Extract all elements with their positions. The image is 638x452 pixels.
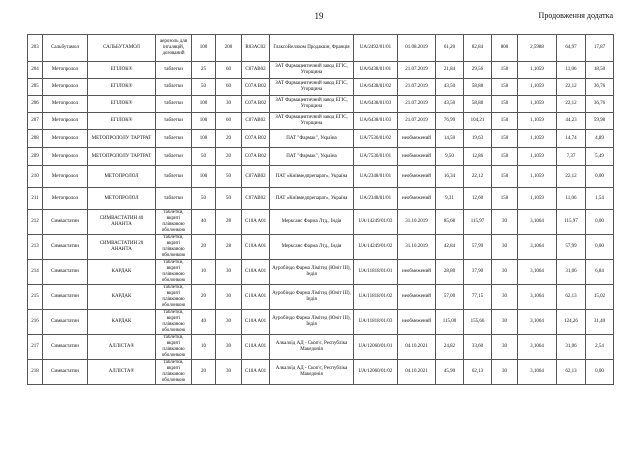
retail-price-cell: 57,99 (464, 235, 492, 260)
generic-name-cell: Метопролол (43, 148, 88, 166)
retail-price-cell: 115,97 (464, 210, 492, 235)
pack-quantity-cell: 50 (192, 148, 216, 166)
retail-price-cell: 37,90 (464, 260, 492, 285)
registration-number-cell: UA/11818/01/01 (354, 260, 398, 285)
generic-name-cell: Симвастатин (43, 360, 88, 385)
trade-name-cell: КАРДАК (88, 260, 156, 285)
registration-number-cell: UA/2348/01/01 (354, 166, 398, 188)
table-row (28, 148, 614, 166)
daily-dose-cell: 150 (492, 148, 518, 166)
table-row (28, 35, 614, 62)
dosage-cell: 30 (216, 310, 242, 335)
copayment-amount-cell: 1,54 (586, 188, 614, 210)
wholesale-price-cell: 24,82 (436, 335, 464, 360)
reimbursement-rate-cell: 1,1059 (518, 166, 557, 188)
generic-name-cell: Симвастатин (43, 310, 88, 335)
reimbursement-amount-cell: 64,97 (557, 35, 586, 62)
registration-expiry-cell: 01.08.2019 (398, 35, 436, 62)
reimbursement-rate-cell: 3,1064 (518, 260, 557, 285)
daily-dose-cell: 150 (492, 188, 518, 210)
reimbursement-rate-cell: 3,1064 (518, 335, 557, 360)
registration-expiry-cell: необмежений (398, 130, 436, 148)
atc-code-cell: C07A B02 (242, 130, 270, 148)
dosage-form-cell: таблетки, вкриті плівковою оболонкою (156, 310, 192, 335)
dosage-form-cell: таблетки, вкриті плівковою оболонкою (156, 360, 192, 385)
dosage-cell: 30 (216, 96, 242, 113)
dosage-form-cell: таблетки, вкриті плівковою оболонкою (156, 210, 192, 235)
page-number: 19 (314, 11, 324, 21)
trade-name-cell: СИМВАСТАТИН 40 АНАНТА (88, 210, 156, 235)
dosage-form-cell: таблетки, вкриті плівковою оболонкою (156, 285, 192, 310)
retail-price-cell: 12,86 (464, 148, 492, 166)
dosage-form-cell: таблетки, вкриті плівковою оболонкою (156, 235, 192, 260)
registration-number-cell: UA/6438/01/01 (354, 62, 398, 79)
atc-code-cell: C10A A01 (242, 235, 270, 260)
pack-quantity-cell: 100 (192, 166, 216, 188)
pack-quantity-cell: 20 (192, 360, 216, 385)
dosage-cell: 30 (216, 260, 242, 285)
dosage-cell: 30 (216, 360, 242, 385)
reimbursement-amount-cell: 31,06 (557, 260, 586, 285)
row-number-cell: 204 (28, 62, 43, 79)
manufacturer-cell: Алкалоїд АД - Скоп'є, Республіка Македонія (270, 360, 354, 385)
registration-expiry-cell: 04.10.2021 (398, 335, 436, 360)
pack-quantity-cell: 100 (192, 130, 216, 148)
table-row (28, 130, 614, 148)
wholesale-price-cell: 43,50 (436, 79, 464, 96)
wholesale-price-cell: 45,90 (436, 360, 464, 385)
generic-name-cell: Симвастатин (43, 285, 88, 310)
registration-expiry-cell: 31.10.2019 (398, 235, 436, 260)
dosage-cell: 50 (216, 188, 242, 210)
trade-name-cell: ЕГІЛОК® (88, 79, 156, 96)
manufacturer-cell: ПАТ "Фармак", Україна (270, 130, 354, 148)
pack-quantity-cell: 40 (192, 210, 216, 235)
reimbursement-rate-cell: 3,1064 (518, 210, 557, 235)
trade-name-cell: МЕТОПРОЛОЛУ ТАРТРАТ (88, 130, 156, 148)
dosage-cell: 60 (216, 79, 242, 96)
row-number-cell: 218 (28, 360, 43, 385)
reimbursement-rate-cell: 1,1059 (518, 113, 557, 130)
atc-code-cell: C07AB02 (242, 113, 270, 130)
atc-code-cell: C10A A01 (242, 310, 270, 335)
reimbursement-amount-cell: 14,74 (557, 130, 586, 148)
dosage-form-cell: таблетки (156, 96, 192, 113)
copayment-amount-cell: 59,98 (586, 113, 614, 130)
manufacturer-cell: ПАТ «Київмедпрепарат», Україна (270, 188, 354, 210)
pack-quantity-cell: 20 (192, 235, 216, 260)
atc-code-cell: C07A B02 (242, 148, 270, 166)
manufacturer-cell: ЗАТ Фармацевтичний завод ЕГІС, Угорщина (270, 113, 354, 130)
row-number-cell: 216 (28, 310, 43, 335)
trade-name-cell: АЛЛІСТА® (88, 360, 156, 385)
registration-expiry-cell: 21.07.2019 (398, 79, 436, 96)
copayment-amount-cell: 0,00 (586, 166, 614, 188)
table-row (28, 285, 614, 310)
registration-number-cell: UA/11818/01/02 (354, 285, 398, 310)
generic-name-cell: Симвастатин (43, 335, 88, 360)
row-number-cell: 217 (28, 335, 43, 360)
pack-quantity-cell: 10 (192, 335, 216, 360)
trade-name-cell: КАРДАК (88, 285, 156, 310)
retail-price-cell: 19,63 (464, 130, 492, 148)
registration-expiry-cell: 04.10.2021 (398, 360, 436, 385)
dosage-cell: 60 (216, 62, 242, 79)
registration-expiry-cell: необмежений (398, 188, 436, 210)
copayment-amount-cell: 4,89 (586, 130, 614, 148)
daily-dose-cell: 800 (492, 35, 518, 62)
wholesale-price-cell: 85,68 (436, 210, 464, 235)
daily-dose-cell: 150 (492, 130, 518, 148)
atc-code-cell: C07AB02 (242, 62, 270, 79)
wholesale-price-cell: 57,00 (436, 285, 464, 310)
table-row (28, 210, 614, 235)
row-number-cell: 206 (28, 96, 43, 113)
manufacturer-cell: ЗАТ Фармацевтичний завод ЕГІС, Угорщина (270, 96, 354, 113)
daily-dose-cell: 30 (492, 210, 518, 235)
copayment-amount-cell: 0,00 (586, 360, 614, 385)
pack-quantity-cell: 50 (192, 79, 216, 96)
registration-number-cell: UA/6438/01/02 (354, 79, 398, 96)
retail-price-cell: 33,60 (464, 335, 492, 360)
atc-code-cell: C07A B02 (242, 79, 270, 96)
reimbursement-rate-cell: 3,1064 (518, 360, 557, 385)
retail-price-cell: 29,56 (464, 62, 492, 79)
wholesale-price-cell: 61,20 (436, 35, 464, 62)
wholesale-price-cell: 43,50 (436, 96, 464, 113)
daily-dose-cell: 150 (492, 62, 518, 79)
manufacturer-cell: ЗАТ Фармацевтичний завод ЕГІС, Угорщина (270, 62, 354, 79)
wholesale-price-cell: 9,31 (436, 188, 464, 210)
trade-name-cell: КАРДАК (88, 310, 156, 335)
table-body (28, 35, 614, 385)
trade-name-cell: МЕТОПРОЛОЛУ ТАРТРАТ (88, 148, 156, 166)
retail-price-cell: 155,66 (464, 310, 492, 335)
pack-quantity-cell: 100 (192, 113, 216, 130)
daily-dose-cell: 150 (492, 166, 518, 188)
dosage-form-cell: таблетки (156, 148, 192, 166)
wholesale-price-cell: 76,99 (436, 113, 464, 130)
wholesale-price-cell: 28,80 (436, 260, 464, 285)
reimbursement-amount-cell: 22,12 (557, 96, 586, 113)
trade-name-cell: ЕГІЛОК® (88, 96, 156, 113)
dosage-cell: 200 (216, 35, 242, 62)
medicines-table (27, 34, 614, 385)
daily-dose-cell: 30 (492, 335, 518, 360)
daily-dose-cell: 30 (492, 235, 518, 260)
registration-expiry-cell: необмежений (398, 148, 436, 166)
continuation-label: Продовження додатка (538, 11, 613, 20)
table-row (28, 62, 614, 79)
copayment-amount-cell: 18,50 (586, 62, 614, 79)
generic-name-cell: Метопролол (43, 130, 88, 148)
row-number-cell: 210 (28, 166, 43, 188)
dosage-form-cell: аерозоль для інгаляцій, дозований (156, 35, 192, 62)
reimbursement-amount-cell: 124,26 (557, 310, 586, 335)
table-row (28, 113, 614, 130)
copayment-amount-cell: 6,84 (586, 260, 614, 285)
registration-expiry-cell: 21.07.2019 (398, 113, 436, 130)
row-number-cell: 205 (28, 79, 43, 96)
dosage-form-cell: таблетки (156, 79, 192, 96)
dosage-cell: 28 (216, 235, 242, 260)
registration-number-cell: UA/6438/01/03 (354, 96, 398, 113)
pack-quantity-cell: 25 (192, 62, 216, 79)
generic-name-cell: Симвастатин (43, 260, 88, 285)
reimbursement-rate-cell: 1,1059 (518, 130, 557, 148)
copayment-amount-cell: 15,02 (586, 285, 614, 310)
generic-name-cell: Метопролол (43, 188, 88, 210)
dosage-cell: 50 (216, 166, 242, 188)
registration-number-cell: UA/6438/01/03 (354, 113, 398, 130)
generic-name-cell: Метопролол (43, 166, 88, 188)
dosage-form-cell: таблетки (156, 166, 192, 188)
atc-code-cell: C10A A01 (242, 260, 270, 285)
row-number-cell: 208 (28, 130, 43, 148)
copayment-amount-cell: 31,40 (586, 310, 614, 335)
retail-price-cell: 22,12 (464, 166, 492, 188)
reimbursement-amount-cell: 22,12 (557, 79, 586, 96)
registration-number-cell: UA/12060/01/02 (354, 360, 398, 385)
pack-quantity-cell: 50 (192, 188, 216, 210)
daily-dose-cell: 30 (492, 260, 518, 285)
registration-expiry-cell: 21.07.2019 (398, 62, 436, 79)
dosage-cell: 30 (216, 335, 242, 360)
reimbursement-rate-cell: 3,1064 (518, 285, 557, 310)
generic-name-cell: Симвастатин (43, 210, 88, 235)
reimbursement-amount-cell: 115,97 (557, 210, 586, 235)
atc-code-cell: C10A A01 (242, 210, 270, 235)
manufacturer-cell: Мерксанс Фарма Лтд., Індія (270, 210, 354, 235)
pack-quantity-cell: 20 (192, 285, 216, 310)
retail-price-cell: 58,88 (464, 96, 492, 113)
reimbursement-amount-cell: 11,06 (557, 188, 586, 210)
atc-code-cell: C07AB02 (242, 166, 270, 188)
registration-number-cell: UA/2492/01/01 (354, 35, 398, 62)
row-number-cell: 207 (28, 113, 43, 130)
table-row (28, 166, 614, 188)
table-row (28, 310, 614, 335)
trade-name-cell: МЕТОПРОЛОЛ (88, 188, 156, 210)
atc-code-cell: C10A A01 (242, 335, 270, 360)
wholesale-price-cell: 14,50 (436, 130, 464, 148)
wholesale-price-cell: 115,00 (436, 310, 464, 335)
trade-name-cell: АЛЛІСТА® (88, 335, 156, 360)
daily-dose-cell: 30 (492, 310, 518, 335)
wholesale-price-cell: 16,34 (436, 166, 464, 188)
table-row (28, 360, 614, 385)
trade-name-cell: ЕГІЛОК® (88, 62, 156, 79)
table-row (28, 96, 614, 113)
pack-quantity-cell: 100 (192, 96, 216, 113)
registration-number-cell: UA/14249/01/03 (354, 210, 398, 235)
dosage-form-cell: таблетки (156, 62, 192, 79)
trade-name-cell: ЕГІЛОК® (88, 113, 156, 130)
reimbursement-rate-cell: 1,1059 (518, 62, 557, 79)
registration-number-cell: UA/14249/01/02 (354, 235, 398, 260)
manufacturer-cell: ПАТ «Київмедпрепарат», Україна (270, 166, 354, 188)
reimbursement-amount-cell: 44,23 (557, 113, 586, 130)
registration-expiry-cell: необмежений (398, 310, 436, 335)
dosage-cell: 30 (216, 285, 242, 310)
reimbursement-amount-cell: 31,06 (557, 335, 586, 360)
daily-dose-cell: 150 (492, 96, 518, 113)
registration-number-cell: UA/7536/01/01 (354, 148, 398, 166)
table-row (28, 335, 614, 360)
trade-name-cell: САЛЬБУТАМОЛ (88, 35, 156, 62)
dosage-cell: 60 (216, 113, 242, 130)
reimbursement-rate-cell: 1,1059 (518, 148, 557, 166)
registration-number-cell: UA/11818/01/03 (354, 310, 398, 335)
registration-number-cell: UA/2348/01/01 (354, 188, 398, 210)
reimbursement-amount-cell: 57,99 (557, 235, 586, 260)
daily-dose-cell: 150 (492, 113, 518, 130)
dosage-form-cell: таблетки (156, 113, 192, 130)
trade-name-cell: МЕТОПРОЛОЛ (88, 166, 156, 188)
generic-name-cell: Метопролол (43, 62, 88, 79)
dosage-cell: 20 (216, 130, 242, 148)
retail-price-cell: 77,15 (464, 285, 492, 310)
daily-dose-cell: 30 (492, 360, 518, 385)
generic-name-cell: Метопролол (43, 79, 88, 96)
copayment-amount-cell: 5,49 (586, 148, 614, 166)
row-number-cell: 209 (28, 148, 43, 166)
dosage-form-cell: таблетки, вкриті плівковою оболонкою (156, 260, 192, 285)
atc-code-cell: C10A A01 (242, 360, 270, 385)
retail-price-cell: 58,88 (464, 79, 492, 96)
row-number-cell: 211 (28, 188, 43, 210)
generic-name-cell: Сальбутамол (43, 35, 88, 62)
daily-dose-cell: 30 (492, 285, 518, 310)
pack-quantity-cell: 10 (192, 260, 216, 285)
registration-expiry-cell: необмежений (398, 166, 436, 188)
dosage-cell: 28 (216, 210, 242, 235)
manufacturer-cell: ПАТ "Фармак", Україна (270, 148, 354, 166)
row-number-cell: 212 (28, 210, 43, 235)
registration-expiry-cell: необмежений (398, 285, 436, 310)
reimbursement-amount-cell: 62,13 (557, 360, 586, 385)
copayment-amount-cell: 0,00 (586, 210, 614, 235)
manufacturer-cell: ГлаксоВеллком Продакшн, Франція (270, 35, 354, 62)
dosage-form-cell: таблетки (156, 188, 192, 210)
reimbursement-rate-cell: 1,1059 (518, 79, 557, 96)
table-row (28, 79, 614, 96)
registration-number-cell: UA/12060/01/01 (354, 335, 398, 360)
row-number-cell: 214 (28, 260, 43, 285)
reimbursement-rate-cell: 1,1059 (518, 188, 557, 210)
wholesale-price-cell: 42,84 (436, 235, 464, 260)
dosage-cell: 20 (216, 148, 242, 166)
atc-code-cell: R03AC02 (242, 35, 270, 62)
dosage-form-cell: таблетки (156, 130, 192, 148)
reimbursement-rate-cell: 1,1059 (518, 96, 557, 113)
retail-price-cell: 82,84 (464, 35, 492, 62)
registration-expiry-cell: 31.10.2019 (398, 210, 436, 235)
manufacturer-cell: Ауробіндо Фарма Лімітед (Юніт III), Індія (270, 310, 354, 335)
reimbursement-amount-cell: 22,12 (557, 166, 586, 188)
reimbursement-amount-cell: 7,37 (557, 148, 586, 166)
daily-dose-cell: 150 (492, 79, 518, 96)
trade-name-cell: СИМВАСТАТИН 20 АНАНТА (88, 235, 156, 260)
atc-code-cell: C07AB02 (242, 188, 270, 210)
atc-code-cell: C07A B02 (242, 96, 270, 113)
generic-name-cell: Метопролол (43, 113, 88, 130)
copayment-amount-cell: 0,00 (586, 235, 614, 260)
manufacturer-cell: Мерксанс Фарма Лтд., Індія (270, 235, 354, 260)
wholesale-price-cell: 9,50 (436, 148, 464, 166)
table-row (28, 188, 614, 210)
generic-name-cell: Метопролол (43, 96, 88, 113)
registration-number-cell: UA/7536/01/02 (354, 130, 398, 148)
reimbursement-rate-cell: 2,5988 (518, 35, 557, 62)
reimbursement-rate-cell: 3,1064 (518, 310, 557, 335)
pack-quantity-cell: 40 (192, 310, 216, 335)
manufacturer-cell: Алкалоїд АД - Скоп'є, Республіка Македонія (270, 335, 354, 360)
retail-price-cell: 62,13 (464, 360, 492, 385)
generic-name-cell: Симвастатин (43, 235, 88, 260)
wholesale-price-cell: 21,84 (436, 62, 464, 79)
reimbursement-rate-cell: 3,1064 (518, 235, 557, 260)
registration-expiry-cell: необмежений (398, 260, 436, 285)
copayment-amount-cell: 17,87 (586, 35, 614, 62)
manufacturer-cell: Ауробіндо Фарма Лімітед (Юніт III), Індія (270, 285, 354, 310)
registration-expiry-cell: 21.07.2019 (398, 96, 436, 113)
row-number-cell: 203 (28, 35, 43, 62)
atc-code-cell: C10A A01 (242, 285, 270, 310)
manufacturer-cell: ЗАТ Фармацевтичний завод ЕГІС, Угорщина (270, 79, 354, 96)
manufacturer-cell: Ауробіндо Фарма Лімітед (Юніт III), Індія (270, 260, 354, 285)
table-row (28, 260, 614, 285)
pack-quantity-cell: 100 (192, 35, 216, 62)
retail-price-cell: 104,21 (464, 113, 492, 130)
copayment-amount-cell: 36,76 (586, 79, 614, 96)
copayment-amount-cell: 36,76 (586, 96, 614, 113)
dosage-form-cell: таблетки, вкриті плівковою оболонкою (156, 335, 192, 360)
row-number-cell: 215 (28, 285, 43, 310)
row-number-cell: 213 (28, 235, 43, 260)
table-row (28, 235, 614, 260)
retail-price-cell: 12,60 (464, 188, 492, 210)
copayment-amount-cell: 2,54 (586, 335, 614, 360)
reimbursement-amount-cell: 62,13 (557, 285, 586, 310)
reimbursement-amount-cell: 11,06 (557, 62, 586, 79)
